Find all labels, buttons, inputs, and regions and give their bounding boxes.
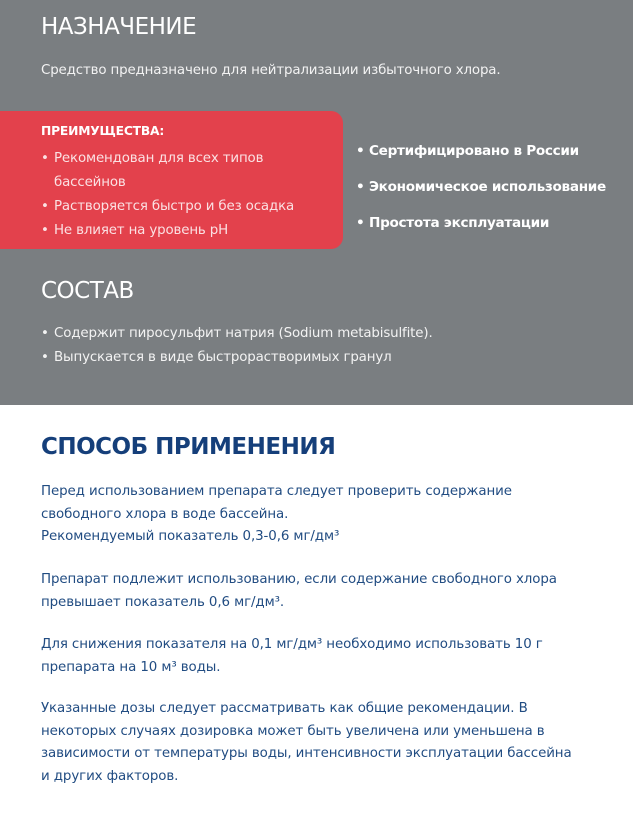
advantages-list (41, 147, 344, 243)
advantage-item: • Не влияет на уровень рН (41, 219, 344, 243)
features-list (356, 133, 606, 241)
purpose-title: НАЗНАЧЕНИЕ (41, 14, 197, 40)
usage-paragraph-2: Препарат подлежит использованию, если содержание свободного хлора превышает показатель 0,6 мг/дм³. (41, 572, 557, 610)
usage-paragraph-3: Для снижения показателя на 0,1 мг/дм³ необходимо использовать 10 г препарата на 10 м³ воды. (41, 637, 543, 675)
advantage-item: • Рекомендован для всех типов бассейнов (41, 147, 344, 195)
advantages-title: ПРЕИМУЩЕСТВА: (41, 124, 165, 138)
purpose-text: Средство предназначено для нейтрализации избыточного хлора. (41, 63, 501, 78)
usage-paragraph-4: Указанные дозы следует рассматривать как общие рекомендации. В некоторых случаях дозировка может быть увеличена или уменьшена в зависимости от температуры воды, интенсивности эксплуатации бассейна и других факторов. (41, 701, 572, 784)
composition-list (41, 322, 433, 370)
usage-paragraph-1: Перед использованием препарата следует проверить содержание свободного хлора в воде бассейна. Рекомендуемый показатель 0,3-0,6 мг/дм³ (41, 484, 512, 544)
feature-item: • Простота эксплуатации (356, 205, 606, 241)
usage-title: СПОСОБ ПРИМЕНЕНИЯ (41, 434, 336, 460)
feature-item: • Экономическое использование (356, 169, 606, 205)
composition-item: • Содержит пиросульфит натрия (Sodium metabisulfite). (41, 322, 433, 346)
feature-item: • Сертифицировано в России (356, 133, 606, 169)
composition-item: • Выпускается в виде быстрорастворимых гранул (41, 346, 433, 370)
composition-title: СОСТАВ (41, 278, 134, 304)
advantage-item: • Растворяется быстро и без осадка (41, 195, 344, 219)
